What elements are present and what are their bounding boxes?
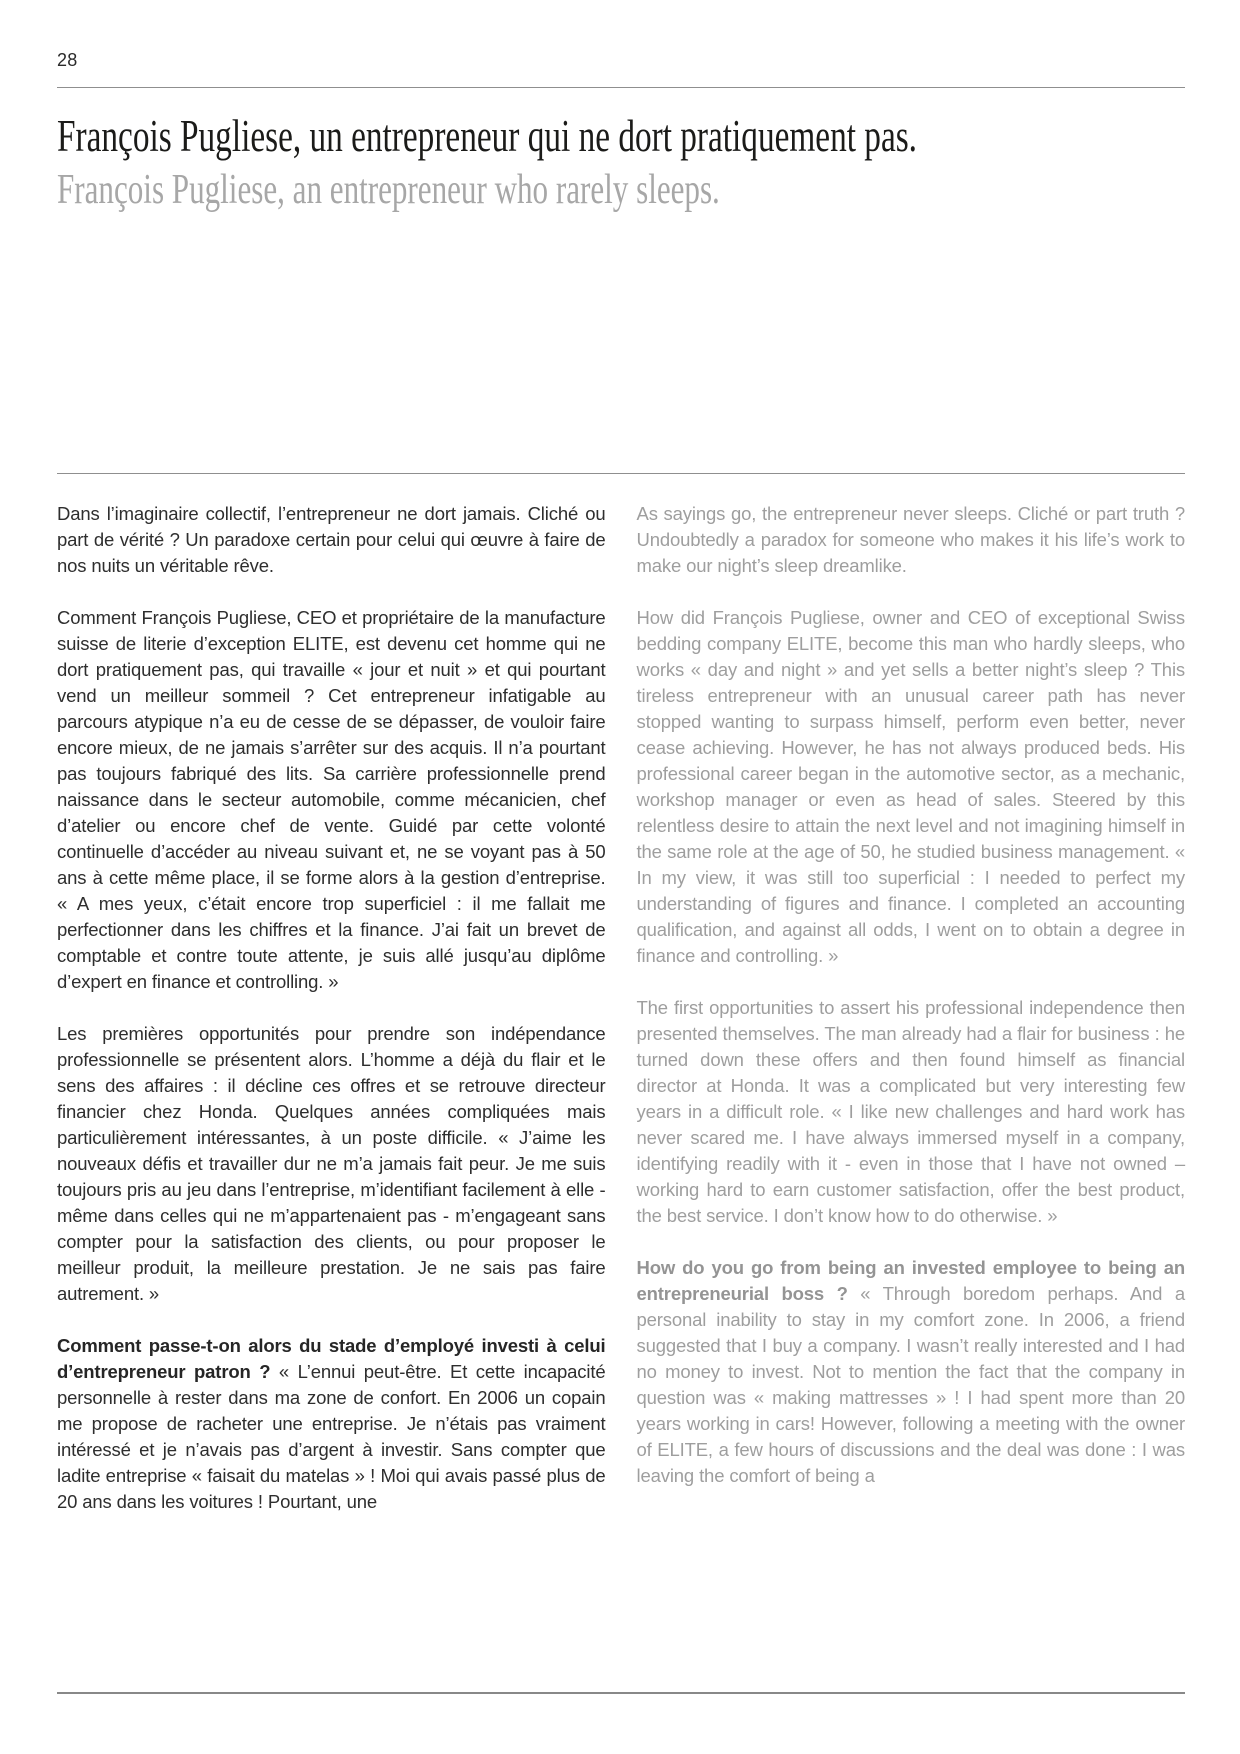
- article-title-french-text: François Pugliese, un entrepreneur qui ne dort pratiquement pas.: [57, 111, 918, 161]
- paragraph-en-3: The first opportunities to assert his professional independence then presented themselves. The man already had a flair for business : he turned down these offers and then found himself as financial director at Honda. It was a complicated but very interesting few years in a difficult role. « I like new challenges and hard work has never scared me. I have always immersed myself in a company, identifying readily with it - even in those that I have not owned – working hard to earn customer satisfaction, offer the best product, the best service. I don’t know how to do otherwise. »: [636, 997, 1185, 1226]
- column-french: [57, 501, 606, 1515]
- body-divider: [57, 473, 1185, 474]
- page-number: 28: [57, 50, 78, 70]
- paragraph-en-4-answer: « Through boredom perhaps. And a personal inability to stay in my comfort zone. In 2006, a friend suggested that I buy a company. I wasn’t really interested and I had no money to invest. Not to mention the fact that the company in question was « making mattresses » ! I had spent more than 20 years working in cars! However, following a meeting with the owner of ELITE, a few hours of discussions and the deal was done : I was leaving the comfort of being a: [636, 1283, 1185, 1486]
- paragraph-en-4-question: How do you go from being an invested employee to being an entrepreneurial boss ?: [636, 1257, 1185, 1304]
- paragraph-fr-4-answer: « L’ennui peut-être. Et cette incapacité personnelle à rester dans ma zone de confort. En 2006 un copain me propose de racheter une entreprise. Je n’étais pas vraiment intéressé et je n’avais pas d’argent à investir. Sans compter que ladite entreprise « faisait du matelas » ! Moi qui avais passé plus de 20 ans dans les voitures ! Pourtant, une: [57, 1361, 606, 1512]
- column-english: [637, 501, 1186, 1515]
- paragraph-fr-4-question: Comment passe-t-on alors du stade d’employé investi à celui d’entrepreneur patron ?: [57, 1335, 606, 1382]
- article-body: [57, 501, 1185, 1515]
- article-title-french: [57, 110, 1185, 162]
- paragraph-fr-4: [57, 1333, 606, 1515]
- header-divider: [57, 87, 1185, 88]
- paragraph-fr-3: Les premières opportunités pour prendre son indépendance professionnelle se présentent alors. L’homme a déjà du flair et le sens des affaires : il décline ces offres et se retrouve directeur financier chez Honda. Quelques années compliquées mais particulièrement intéressantes, à un poste difficile. « J’aime les nouveaux défis et travailler dur ne m’a jamais fait peur. Je me suis toujours pris au jeu dans l’entreprise, m’identifiant facilement à elle - même dans celles qui ne m’appartenaient pas - m’engageant sans compter pour la satisfaction des clients, ou pour proposer le meilleur produit, la meilleure prestation. Je ne sais pas faire autrement. »: [57, 1023, 606, 1304]
- footer-divider: [57, 1692, 1185, 1694]
- article-title-english-text: François Pugliese, an entrepreneur who rarely sleeps.: [57, 167, 720, 213]
- article-title-english: [57, 166, 1185, 214]
- paragraph-fr-1: Dans l’imaginaire collectif, l’entrepreneur ne dort jamais. Cliché ou part de vérité ? Un paradoxe certain pour celui qui œuvre à faire de nos nuits un véritable rêve.: [57, 503, 606, 576]
- paragraph-en-2: How did François Pugliese, owner and CEO of exceptional Swiss bedding company ELITE, become this man who hardly sleeps, who works « day and night » and yet sells a better night’s sleep ? This tireless entrepreneur with an unusual career path has never stopped wanting to surpass himself, perform even better, never cease achieving. However, he has not always produced beds. His professional career began in the automotive sector, as a mechanic, workshop manager or even as head of sales. Steered by this relentless desire to attain the next level and not imagining himself in the same role at the age of 50, he studied business management. « In my view, it was still too superficial : I needed to perfect my understanding of figures and finance. I completed an accounting qualification, and against all odds, I went on to obtain a degree in finance and controlling. »: [636, 607, 1185, 966]
- paragraph-fr-2: Comment François Pugliese, CEO et propriétaire de la manufacture suisse de literie d’exception ELITE, est devenu cet homme qui ne dort pratiquement pas, qui travaille « jour et nuit » et qui pourtant vend un meilleur sommeil ? Cet entrepreneur infatigable au parcours atypique n’a eu de cesse de se dépasser, de vouloir faire encore mieux, de ne jamais s’arrêter sur des acquis. Il n’a pourtant pas toujours fabriqué des lits. Sa carrière professionnelle prend naissance dans le secteur automobile, comme mécanicien, chef d’atelier ou encore chef de vente. Guidé par cette volonté continuelle d’accéder au niveau suivant et, ne se voyant pas à 50 ans à cette même place, il se forme alors à la gestion d’entreprise. « A mes yeux, c’était encore trop superficiel : il me fallait me perfectionner dans les chiffres et la finance. J’ai fait un brevet de comptable et contre toute attente, je suis allé jusqu’au diplôme d’expert en finance et controlling. »: [57, 607, 606, 992]
- paragraph-en-4: [637, 1255, 1186, 1489]
- paragraph-en-1: As sayings go, the entrepreneur never sleeps. Cliché or part truth ? Undoubtedly a paradox for someone who makes it his life’s work to make our night’s sleep dreamlike.: [636, 503, 1185, 576]
